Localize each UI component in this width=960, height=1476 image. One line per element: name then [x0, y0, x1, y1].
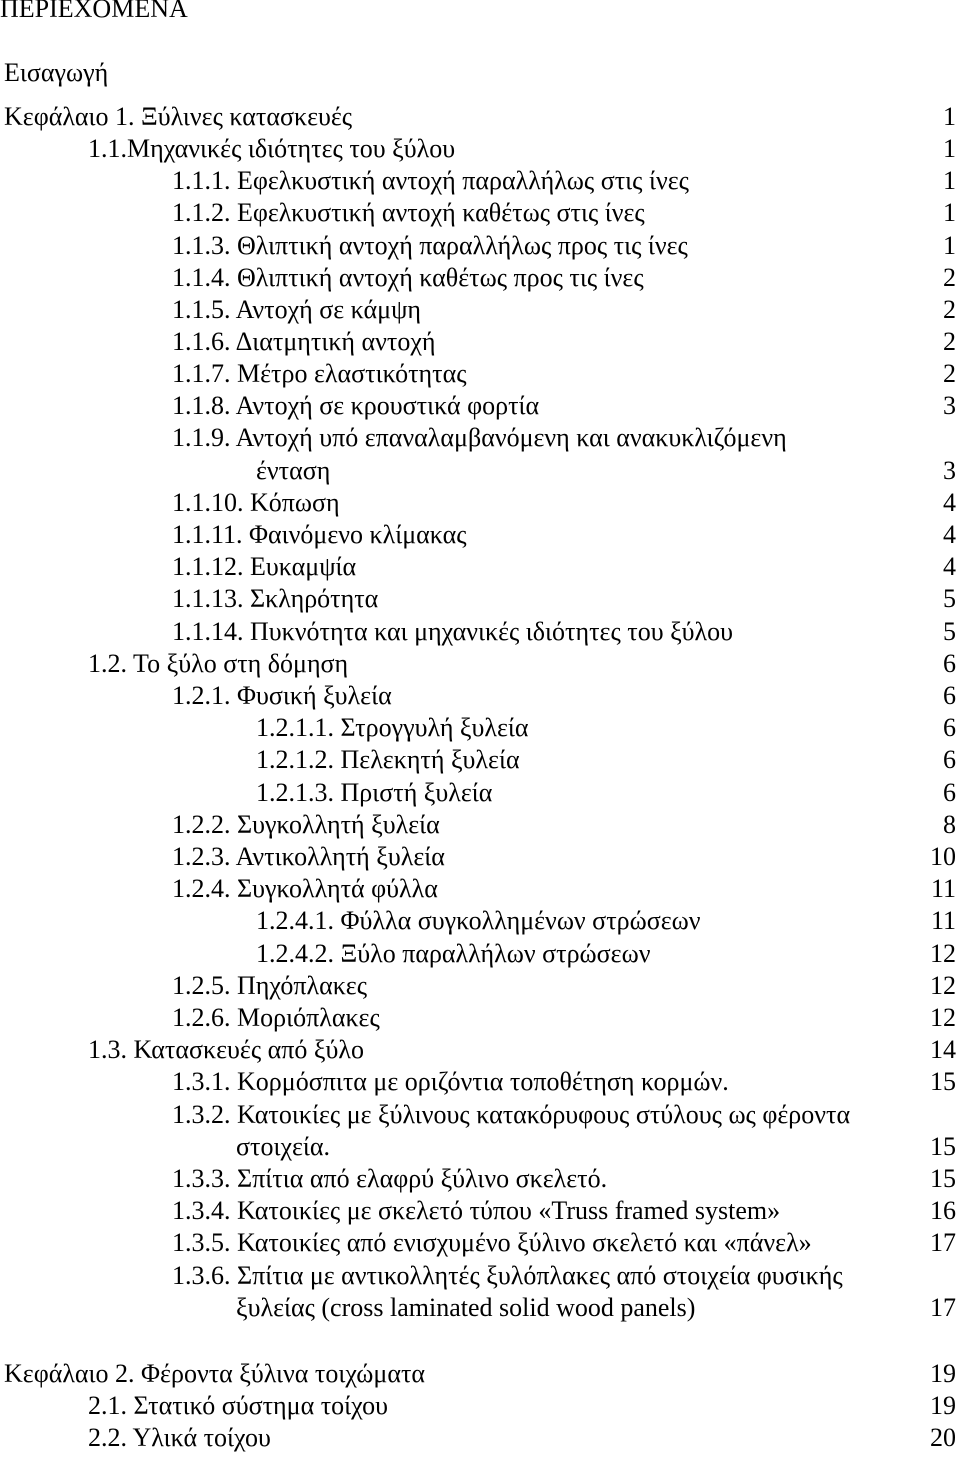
toc-entry — [172, 1067, 729, 1097]
toc-page-number: 1 — [943, 166, 956, 195]
toc-page-number: 15 — [930, 1067, 956, 1096]
toc-page-number: 2 — [943, 327, 956, 356]
toc-page-number: 11 — [930, 906, 956, 935]
toc-page-number: 20 — [930, 1423, 956, 1452]
toc-entry-text: 1.1.14. Πυκνότητα και μηχανικές ιδιότητες του ξύλου — [172, 617, 734, 646]
toc-page-number: 6 — [943, 681, 956, 710]
toc-entry-text: 1.1.2. Εφελκυστική αντοχή καθέτως στις ίνες — [172, 198, 645, 227]
toc-entry-text: 1.1.13. Σκληρότητα — [172, 584, 379, 613]
toc-entry-text: 1.1.1. Εφελκυστική αντοχή παραλλήλως στις ίνες — [172, 166, 689, 195]
toc-entry-text: 1.1.Μηχανικές ιδιότητες του ξύλου — [88, 134, 456, 163]
toc-page-number: 6 — [943, 778, 956, 807]
intro-entry: Εισαγωγή — [4, 58, 109, 87]
toc-entry — [88, 1423, 271, 1453]
toc-entry-text: 1.1.7. Μέτρο ελαστικότητας — [172, 359, 467, 388]
toc-entry — [172, 263, 644, 293]
toc-entry — [172, 1261, 843, 1291]
toc-entry — [172, 681, 392, 711]
toc-page-number: 2 — [943, 359, 956, 388]
toc-page-number: 8 — [943, 810, 956, 839]
toc-entry-text: ένταση — [256, 456, 331, 485]
toc-entry-text: 1.3.5. Κατοικίες από ενισχυμένο ξύλινο σκελετό και «πάνελ» — [172, 1228, 812, 1257]
toc-entry-text: 1.2.1. Φυσική ξυλεία — [172, 681, 392, 710]
toc-page-number: 1 — [943, 198, 956, 227]
toc-page-number: 1 — [943, 231, 956, 260]
toc-entry — [172, 1100, 850, 1130]
toc-entry-text: 1.2.2. Συγκολλητή ξυλεία — [172, 810, 440, 839]
toc-page-number: 3 — [943, 391, 956, 420]
toc-entry-text: 1.2.1.2. Πελεκητή ξυλεία — [256, 745, 520, 774]
toc-entry — [236, 1293, 695, 1323]
toc-entry — [172, 488, 340, 518]
toc-entry — [172, 198, 645, 228]
toc-page-number: 6 — [943, 713, 956, 742]
toc-page-number: 17 — [930, 1293, 956, 1322]
toc-entry-text: 2.1. Στατικό σύστημα τοίχου — [88, 1391, 389, 1420]
toc-page-number: 16 — [930, 1196, 956, 1225]
toc-entry — [256, 456, 330, 486]
toc-page-number: 2 — [943, 263, 956, 292]
toc-entry — [172, 327, 436, 357]
toc-entry — [236, 1132, 330, 1162]
toc-page-number: 5 — [943, 584, 956, 613]
toc-page-number: 10 — [930, 842, 956, 871]
toc-entry — [172, 584, 378, 614]
toc-entry — [88, 1035, 364, 1065]
toc-entry-text: 1.1.9. Αντοχή υπό επαναλαμβανόμενη και ανακυκλιζόμενη — [172, 423, 787, 452]
toc-entry — [172, 1164, 607, 1194]
toc-entry — [256, 906, 701, 936]
toc-entry-text: στοιχεία. — [236, 1132, 331, 1161]
toc-entry-text: 1.2.1.3. Πριστή ξυλεία — [256, 778, 493, 807]
toc-page-number: 12 — [930, 971, 956, 1000]
toc-entry-text: 1.1.11. Φαινόμενο κλίμακας — [172, 520, 467, 549]
toc-entry — [4, 1359, 425, 1389]
toc-entry-text: 1.2. Το ξύλο στη δόμηση — [88, 649, 349, 678]
toc-entry — [172, 810, 440, 840]
toc-page-number: 12 — [930, 939, 956, 968]
toc-entry — [172, 295, 421, 325]
toc-page-number: 15 — [930, 1164, 956, 1193]
toc-page-number: 6 — [943, 649, 956, 678]
toc-entry — [256, 939, 650, 969]
toc-entry-text: 1.3.3. Σπίτια από ελαφρύ ξύλινο σκελετό. — [172, 1164, 608, 1193]
toc-entry-text: 1.2.4.1. Φύλλα συγκολλημένων στρώσεων — [256, 906, 701, 935]
toc-entry-text: 1.3.1. Κορμόσπιτα με οριζόντια τοποθέτηση κορμών. — [172, 1067, 729, 1096]
toc-entry-text: 1.2.4.2. Ξύλο παραλλήλων στρώσεων — [256, 939, 651, 968]
toc-page-number: 12 — [930, 1003, 956, 1032]
toc-entry — [88, 134, 455, 164]
toc-entry-text: 1.3.4. Κατοικίες με σκελετό τύπου «Truss framed system» — [172, 1196, 781, 1225]
toc-entry — [172, 423, 787, 453]
page-title: ΠΕΡΙΕΧΟΜΕΝΑ — [0, 0, 188, 23]
toc-entry — [256, 778, 492, 808]
toc-entry-text: 1.2.5. Πηχόπλακες — [172, 971, 368, 1000]
toc-entry-text: 1.1.10. Κόπωση — [172, 488, 340, 517]
toc-entry — [172, 552, 356, 582]
toc-entry-text: Κεφάλαιο 2. Φέροντα ξύλινα τοιχώματα — [4, 1359, 426, 1388]
toc-entry — [256, 713, 529, 743]
toc-page-number: 19 — [930, 1391, 956, 1420]
toc-entry-text: 1.1.3. Θλιπτική αντοχή παραλλήλως προς τις ίνες — [172, 231, 688, 260]
toc-entry-text: 1.1.12. Ευκαμψία — [172, 552, 357, 581]
toc-entry — [88, 649, 348, 679]
toc-page-number: 11 — [930, 874, 956, 903]
toc-entry-text: 1.1.5. Αντοχή σε κάμψη — [172, 295, 421, 324]
toc-entry — [172, 1196, 780, 1226]
toc-entry — [172, 1003, 380, 1033]
toc-entry — [256, 745, 520, 775]
toc-entry — [172, 874, 438, 904]
toc-entry — [172, 359, 467, 389]
toc-entry — [172, 1228, 812, 1258]
toc-entry-text: Κεφάλαιο 1. Ξύλινες κατασκευές — [4, 102, 353, 131]
toc-entry — [172, 842, 445, 872]
toc-entry-text: 1.2.6. Μοριόπλακες — [172, 1003, 380, 1032]
toc-entry — [172, 166, 689, 196]
toc-entry-text: 1.1.4. Θλιπτική αντοχή καθέτως προς τις ίνες — [172, 263, 644, 292]
toc-entry-text: 1.3. Κατασκευές από ξύλο — [88, 1035, 364, 1064]
toc-page-number: 1 — [943, 134, 956, 163]
toc-page-number: 4 — [943, 520, 956, 549]
toc-page-number: 6 — [943, 745, 956, 774]
toc-entry — [172, 971, 367, 1001]
toc-page-number: 4 — [943, 488, 956, 517]
toc-entry-text: 1.2.4. Συγκολλητά φύλλα — [172, 874, 438, 903]
toc-entry — [172, 391, 539, 421]
toc-entry-text: 1.3.2. Κατοικίες με ξύλινους κατακόρυφους στύλους ως φέροντα — [172, 1100, 851, 1129]
toc-entry-text: ξυλείας (cross laminated solid wood panels) — [236, 1293, 696, 1322]
toc-page-number: 17 — [930, 1228, 956, 1257]
toc-entry — [172, 617, 733, 647]
toc-entry-text: 1.3.6. Σπίτια με αντικολλητές ξυλόπλακες από στοιχεία φυσικής — [172, 1261, 843, 1290]
toc-entry-text: 2.2. Υλικά τοίχου — [88, 1423, 271, 1452]
toc-page-number: 14 — [930, 1035, 956, 1064]
toc-page-number: 3 — [943, 456, 956, 485]
toc-page-number: 19 — [930, 1359, 956, 1388]
toc-entry-text: 1.1.8. Αντοχή σε κρουστικά φορτία — [172, 391, 540, 420]
toc-page-number: 4 — [943, 552, 956, 581]
toc-page-number: 1 — [943, 102, 956, 131]
toc-page-number: 2 — [943, 295, 956, 324]
toc-entry-text: 1.2.3. Αντικολλητή ξυλεία — [172, 842, 445, 871]
toc-page-number: 15 — [930, 1132, 956, 1161]
toc-entry — [4, 102, 352, 132]
toc-entry-text: 1.2.1.1. Στρογγυλή ξυλεία — [256, 713, 529, 742]
toc-entry — [88, 1391, 388, 1421]
toc-page-number: 5 — [943, 617, 956, 646]
toc-entry-text: 1.1.6. Διατμητική αντοχή — [172, 327, 436, 356]
toc-entry — [172, 520, 467, 550]
toc-entry — [172, 231, 688, 261]
